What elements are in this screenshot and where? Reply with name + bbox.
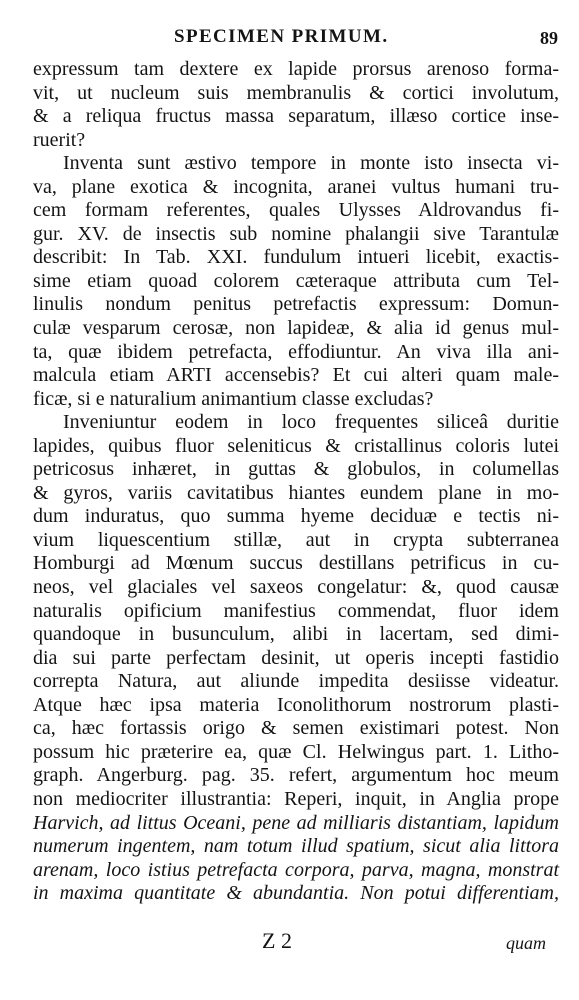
text-line: ta, quæ ibidem petrefacta, effodiuntur. An viva illa ani- <box>33 340 559 363</box>
page-number: 89 <box>540 28 558 48</box>
text-line: quandoque in busunculum, alibi in lacertam, sed dimi- <box>33 623 559 646</box>
text-line: expressum tam dextere ex lapide prorsus arenoso forma- <box>33 58 559 80</box>
text-line: & a reliqua fructus massa separatum, illæso cortice inse- <box>33 105 559 128</box>
text-line: graph. Angerburg. pag. 35. refert, argumentum hoc meum <box>33 764 559 787</box>
body-text <box>33 58 559 906</box>
text-line: & gyros, variis cavitatibus hiantes eundem plane in mo- <box>33 481 559 504</box>
text-line: correpta Natura, aut aliunde impedita desiisse videatur. <box>33 670 559 693</box>
paragraph-start-line: Inventa sunt æstivo tempore in monte isto insecta vi- <box>63 152 559 175</box>
text-line: neos, vel glaciales vel saxeos congelatur: &, quod causæ <box>33 576 559 599</box>
text-line: possum hic præterire ea, quæ Cl. Helwingus part. 1. Litho- <box>33 740 559 763</box>
catchword: quam <box>506 933 546 953</box>
signature-mark: Z 2 <box>262 928 292 953</box>
text-line: dia sui parte perfectam desinit, ut operis incepti fastidio <box>33 646 559 669</box>
text-line: ruerit? <box>33 128 86 151</box>
text-line: ca, hæc fortassis origo & semen existimari potest. Non <box>33 717 559 740</box>
text-line: lapides, quibus fluor seleniticus & cristallinus coloris lutei <box>33 434 559 457</box>
text-line: vit, ut nucleum suis membranulis & cortici involutum, <box>33 81 559 104</box>
running-head: SPECIMEN PRIMUM. <box>174 26 389 47</box>
text-line: gur. XV. de insectis sub nomine phalangii sive Tarantulæ <box>33 222 559 245</box>
text-line: Homburgi ad Mœnum succus destillans petrificus in cu- <box>33 552 559 575</box>
text-line: naturalis opificium manifestius commendat, fluor idem <box>33 599 559 622</box>
text-line: sime etiam quoad colorem cæteraque attributa cum Tel- <box>33 269 559 292</box>
paragraph-start-line: Inveniuntur eodem in loco frequentes siliceâ duritie <box>63 411 559 434</box>
text-line: dum induratus, quo summa hyeme deciduæ e tectis ni- <box>33 505 559 528</box>
text-line: describit: In Tab. XXI. fundulum intueri licebit, exactis- <box>33 246 559 269</box>
quotation-line: in maxima quantitate & abundantia. Non potui differentiam, <box>33 882 559 905</box>
quotation-line: numerum ingentem, nam totum illud spatium, sicut alia littora <box>33 835 559 858</box>
text-line: non mediocriter illustrantia: Reperi, inquit, in Anglia prope <box>33 787 559 810</box>
text-line: vium liquescentium stillæ, aut in crypta subterranea <box>33 528 559 551</box>
text-line: Atque hæc ipsa materia Iconolithorum nostrorum plasti- <box>33 693 559 716</box>
text-line: malcula etiam ARTI accensebis? Et cui alteri quam male- <box>33 364 559 387</box>
text-line: va, plane exotica & incognita, aranei vultus humani tru- <box>33 175 559 198</box>
text-line: ficæ, si e naturalium animantium classe excludas? <box>33 387 434 410</box>
text-line: culæ vesparum cerosæ, non lapideæ, & alia id genus mul- <box>33 317 559 340</box>
text-line: cem formam referentes, quales Ulysses Aldrovandus fi- <box>33 199 559 222</box>
text-line: petricosus inhæret, in guttas & globulos, in columellas <box>33 458 559 481</box>
quotation-line: arenam, loco istius petrefacta corpora, parva, magna, monstrat <box>33 858 559 881</box>
quotation-line: Harvich, ad littus Oceani, pene ad milliaris distantiam, lapidum <box>33 811 559 834</box>
text-line: linulis nondum penitus petrefactis expressum: Domun- <box>33 293 559 316</box>
